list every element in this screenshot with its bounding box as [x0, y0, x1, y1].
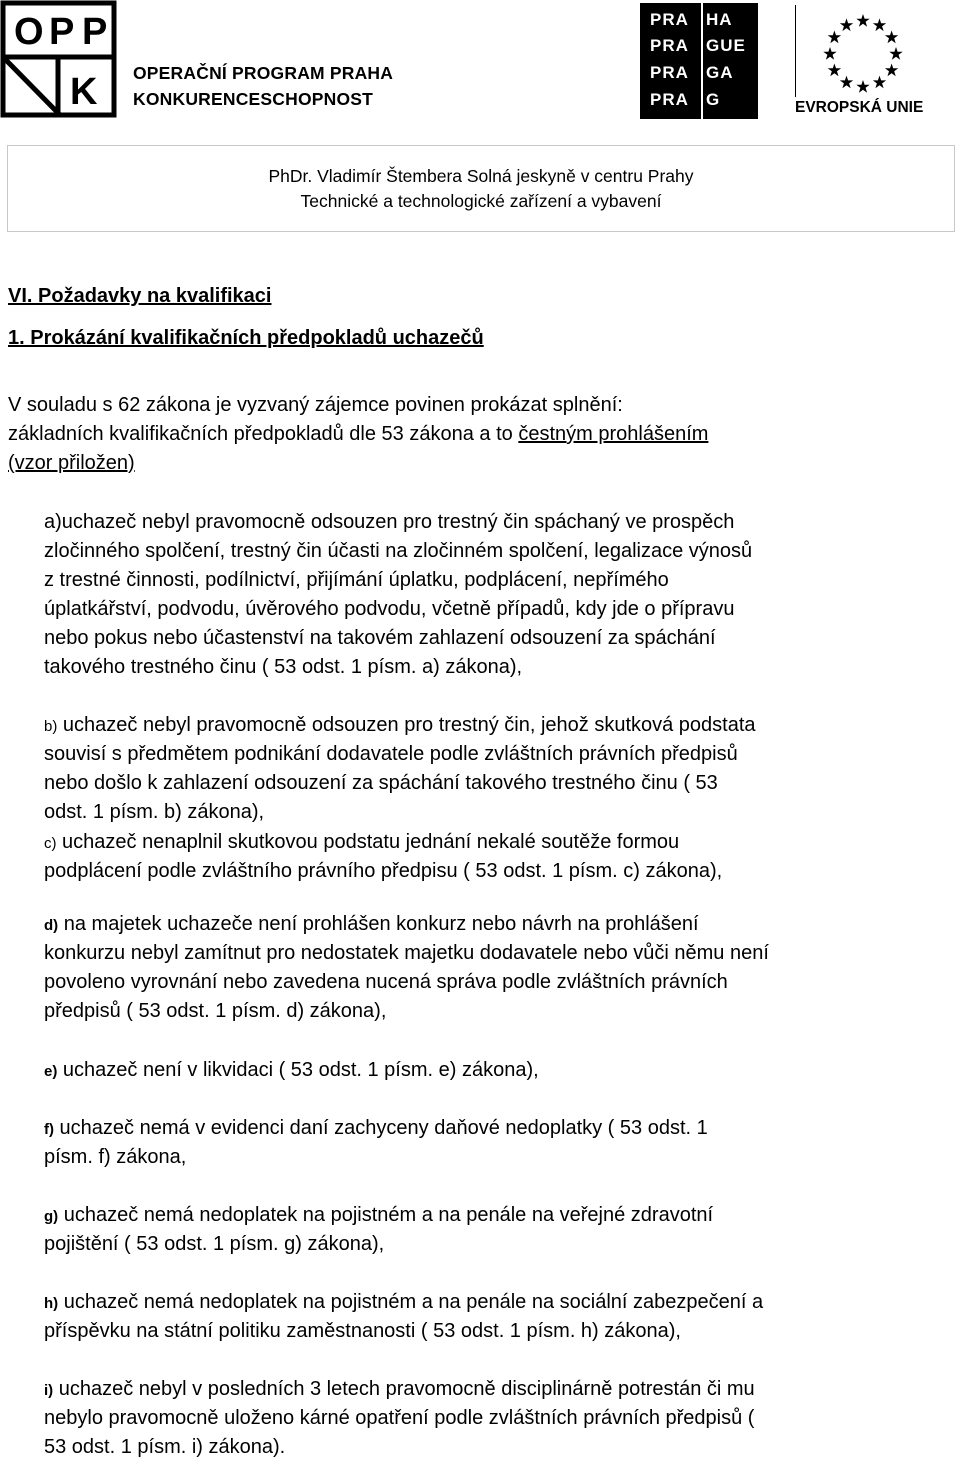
affidavit-template-note: (vzor přiložen)	[8, 452, 135, 474]
intro-line-2	[8, 422, 708, 446]
praha-row: PRA HA	[650, 10, 733, 29]
item-b-label: b)	[44, 718, 58, 735]
eu-label: EVROPSKÁ UNIE	[795, 99, 924, 116]
eu-stars-icon	[822, 13, 904, 95]
item-d-line: d) na majetek uchazeče není prohlášen konkurz nebo návrh na prohlášení	[44, 913, 699, 935]
item-d-line: povoleno vyrovnání nebo zavedena nucená správa podle zvláštních právních	[44, 971, 728, 993]
eu-logo	[795, 5, 945, 119]
item-f-line: f) uchazeč nemá v evidenci daní zachyceny daňové nedoplatky ( 53 odst. 1	[44, 1117, 708, 1139]
opp-logo-line1: OPERAČNÍ PROGRAM PRAHA	[133, 63, 394, 83]
item-g-line: pojištění ( 53 odst. 1 písm. g) zákona),	[44, 1233, 385, 1255]
item-e-label: e)	[44, 1063, 58, 1080]
item-g-line: g) uchazeč nemá nedoplatek na pojistném a na penále na veřejné zdravotní	[44, 1204, 714, 1226]
item-i-line: 53 odst. 1 písm. i) zákona).	[44, 1436, 286, 1458]
item-f-label: f)	[44, 1121, 54, 1138]
item-i-line: nebylo pravomocně uloženo kárné opatření podle zvláštních právních předpisů (	[44, 1407, 755, 1429]
praha-row: PRA GUE	[650, 36, 746, 55]
item-c-label: c)	[44, 835, 57, 852]
eu-logo-border	[795, 5, 796, 97]
intro-line-1: V souladu s 62 zákona je vyzvaný zájemce povinen prokázat splnění:	[8, 394, 623, 416]
item-h-line: příspěvku na státní politiku zaměstnanosti ( 53 odst. 1 písm. h) zákona),	[44, 1320, 681, 1342]
item-b-line: nebo došlo k zahlazení odsouzení za spáchání takového trestného činu ( 53	[44, 772, 718, 794]
item-d-line: konkurzu nebyl zamítnut pro nedostatek majetku dodavatele nebo vůči němu není	[44, 942, 769, 964]
opp-letter-p2: P	[82, 11, 108, 53]
praha-row: PRA GA	[650, 63, 734, 82]
item-i-label: i)	[44, 1382, 54, 1399]
item-b-line: souvisí s předmětem podnikání dodavatele podle zvláštních právních předpisů	[44, 743, 738, 765]
item-a-line: zločinného spolčení, trestný čin účasti na zločinném spolčení, legalizace výnosů	[44, 540, 753, 562]
item-b-line: b) uchazeč nebyl pravomocně odsouzen pro trestný čin, jehož skutková podstata	[44, 714, 756, 736]
item-h-line: h) uchazeč nemá nedoplatek na pojistném a na penále na sociální zabezpečení a	[44, 1291, 764, 1313]
header-line-1: PhDr. Vladimír Štembera Solná jeskyně v centru Prahy	[268, 166, 694, 186]
opp-logo	[0, 0, 420, 122]
item-a-line: z trestné činnosti, podílnictví, přijímání úplatku, podplácení, nepřímého	[44, 569, 669, 591]
item-h-label: h)	[44, 1295, 59, 1312]
opp-letter-k: K	[70, 71, 98, 113]
opp-letter-p1: P	[49, 11, 75, 53]
item-c-line: podplácení podle zvláštního právního předpisu ( 53 odst. 1 písm. c) zákona),	[44, 860, 723, 882]
opp-letter-o: O	[14, 11, 44, 53]
intro-line-2-text: základních kvalifikačních předpokladů dle 53 zákona a to	[8, 423, 519, 445]
praha-row: PRA G	[650, 90, 721, 109]
item-d-label: d)	[44, 917, 59, 934]
item-c-line: c) uchazeč nenaplnil skutkovou podstatu jednání nekalé soutěže formou	[44, 831, 680, 853]
document-header	[7, 145, 955, 232]
item-f-line: písm. f) zákona,	[44, 1146, 187, 1168]
section-subtitle: 1. Prokázání kvalifikačních předpokladů uchazečů	[8, 327, 484, 349]
item-a-line: takového trestného činu ( 53 odst. 1 písm. a) zákona),	[44, 656, 523, 678]
item-a-line: a)uchazeč nebyl pravomocně odsouzen pro trestný čin spáchaný ve prospěch	[44, 511, 735, 533]
item-i-line: i) uchazeč nebyl v posledních 3 letech pravomocně disciplinárně potrestán či mu	[44, 1378, 755, 1400]
opp-mark-icon	[0, 0, 130, 122]
item-a-line: úplatkářství, podvodu, úvěrového podvodu, včetně případů, kdy jde o přípravu	[44, 598, 735, 620]
item-g-label: g)	[44, 1208, 59, 1225]
item-a-line: nebo pokus nebo účastenství na takovém zahlazení odsouzení za spáchání	[44, 627, 716, 649]
section-title: VI. Požadavky na kvalifikaci	[8, 285, 272, 307]
praha-logo	[640, 3, 758, 119]
item-e-line: e) uchazeč není v likvidaci ( 53 odst. 1 písm. e) zákona),	[44, 1059, 539, 1081]
opp-logo-line2: KONKURENCESCHOPNOST	[133, 89, 374, 109]
item-d-line: předpisů ( 53 odst. 1 písm. d) zákona),	[44, 1000, 387, 1022]
header-line-2: Technické a technologické zařízení a vybavení	[300, 191, 662, 211]
item-b-line: odst. 1 písm. b) zákona),	[44, 801, 265, 823]
affidavit-link: čestným prohlášením	[518, 423, 709, 445]
